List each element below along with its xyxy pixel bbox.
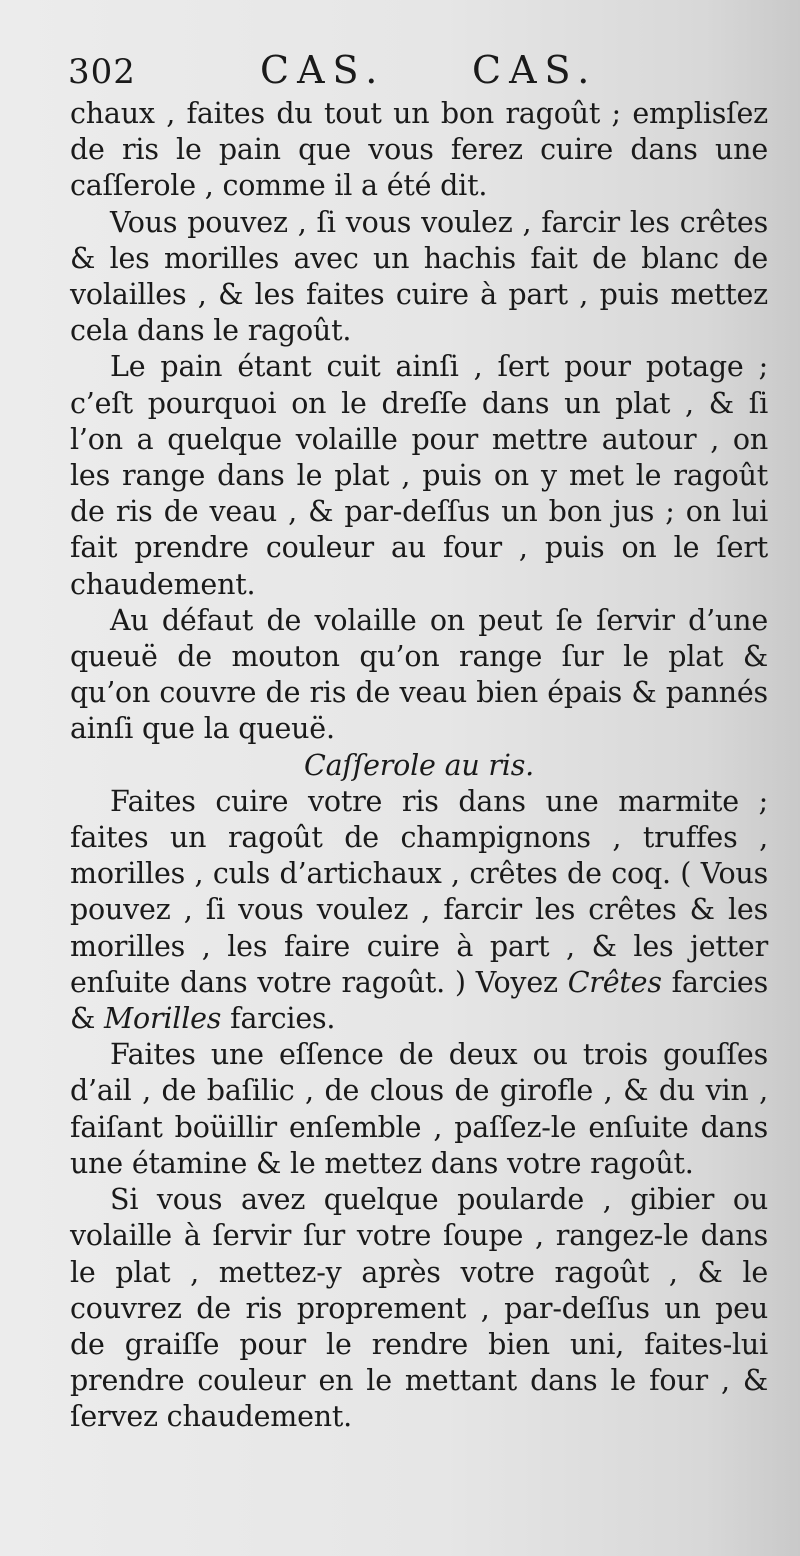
paragraph: Vous pouvez , ſi vous voulez , farcir les crêtes & les morilles avec un hachis fait de blanc de volailles , & les faites cuire à part , puis mettez cela dans le ragoût. — [70, 205, 768, 348]
paragraph: Au défaut de volaille on peut ſe ſervir d’une queuë de mouton qu’on range ſur le plat & qu’on couvre de ris de veau bien épais & pannés ainſi que la queuë. — [70, 603, 768, 746]
paragraph: Le pain étant cuit ainſi , ſert pour potage ; c’eſt pourquoi on le dreſſe dans un plat , & ſi l’on a quelque volaille pour mettre autour , on les range dans le plat , puis on y met le ragoût de ris de veau , & par-deſſus un bon jus ; on lui fait prendre couleur au four , puis on le ſert chaudement. — [70, 350, 768, 601]
paragraph-text: Faites cuire votre ris dans une marmite ; faites un ragoût de champignons , truffes , morilles , culs d’artichaux , crêtes de coq. ( Vous pouvez , ſi vous voulez , farcir les crêtes & les morilles , les faire cuire à part , & les jetter enſuite dans votre ragoût. ) Voyez — [70, 784, 768, 999]
paragraph-text: farcies. — [230, 1002, 336, 1036]
paragraph: Si vous avez quelque poularde , gibier ou volaille à ſervir ſur votre ſoupe , rangez-le dans le plat , mettez-y après votre ragoût , & le couvrez de ris proprement , par-deſſus un peu de graiſſe pour le rendre bien uni, faites-lui prendre couleur en le mettant dans le four , & ſervez chaudement. — [70, 1183, 768, 1434]
reference-cretes: Crêtes — [567, 965, 662, 999]
page-header — [68, 46, 768, 98]
paragraph-continuation: chaux , faites du tout un bon ragoût ; emplisſez de ris le pain que vous ferez cuire dans une caſſerole , comme il a été dit. — [70, 97, 768, 203]
paragraph-text: farcies & — [70, 965, 768, 1036]
running-head-left: CAS. — [260, 48, 386, 92]
reference-morilles: Morilles — [104, 1002, 222, 1036]
paragraph: Faites une eſſence de deux ou trois gouſſes d’ail , de baſilic , de clous de girofle , & du vin , faiſant boüillir enſemble , paſſez-le enſuite dans une étamine & le mettez dans votre ragoût. — [70, 1038, 768, 1180]
paragraph — [70, 784, 768, 1037]
section-title: Caſſerole au ris. — [303, 748, 534, 782]
body-text — [70, 96, 768, 1436]
running-head-right: CAS. — [472, 48, 598, 92]
page-number: 302 — [68, 52, 136, 92]
